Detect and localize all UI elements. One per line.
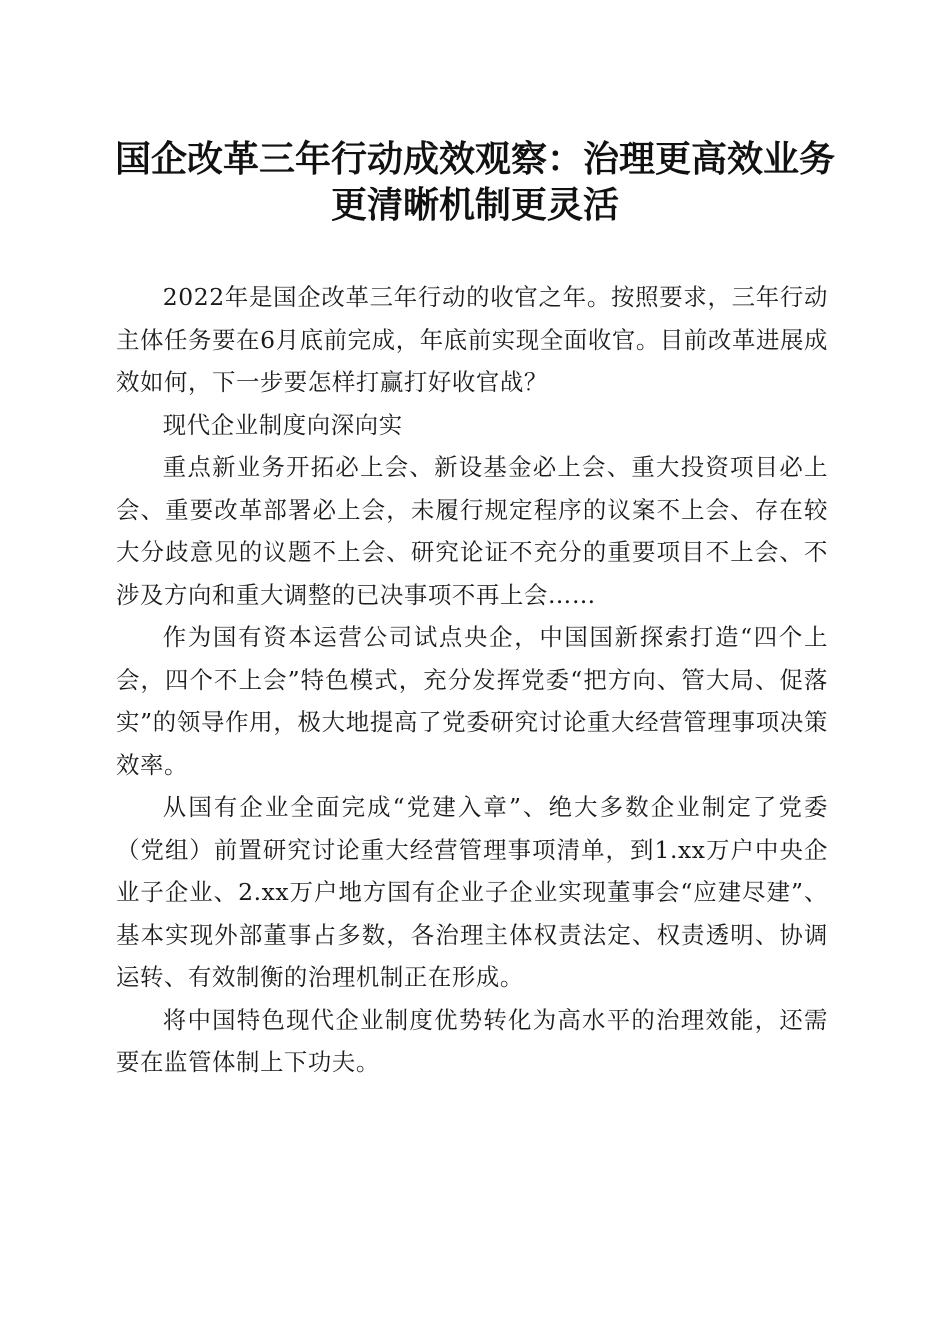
paragraph-governance: 从国有企业全面完成“党建入章”、绝大多数企业制定了党委（党组）前置研究讨论重大经营管理事项清单，到1.xx万户中央企业子企业、2.xx万户地方国有企业子企业实现董事会“应建尽建”、基本实现外部董事占多数，各治理主体权责法定、权责透明、协调运转、有效制衡的治理机制正在形成。	[116, 793, 828, 991]
title-line-1: 国企改革三年行动成效观察：治理更高效业务	[114, 138, 835, 180]
section-heading: 现代企业制度向深向实	[162, 410, 403, 439]
paragraph-china-guoxin: 作为国有资本运营公司试点央企，中国国新探索打造“四个上会，四个不上会”特色模式，充分发挥党委“把方向、管大局、促落实”的领导作用，极大地提高了党委研究讨论重大经营管理事项决策效率。	[116, 623, 828, 779]
document-body	[116, 276, 828, 1084]
document-title	[110, 136, 840, 228]
paragraph-conclusion: 将中国特色现代企业制度优势转化为高水平的治理效能，还需要在监管体制上下功夫。	[116, 1005, 828, 1076]
paragraph-intro: 2022年是国企改革三年行动的收官之年。按照要求，三年行动主体任务要在6月底前完成，年底前实现全面收官。目前改革进展成效如何，下一步要怎样打赢打好收官战？	[116, 283, 828, 396]
paragraph-meeting-rules: 重点新业务开拓必上会、新设基金必上会、重大投资项目必上会、重要改革部署必上会，未履行规定程序的议案不上会、存在较大分歧意见的议题不上会、研究论证不充分的重要项目不上会、不涉及方向和重大调整的已决事项不再上会……	[116, 453, 828, 609]
title-line-2: 更清晰机制更灵活	[330, 184, 619, 226]
